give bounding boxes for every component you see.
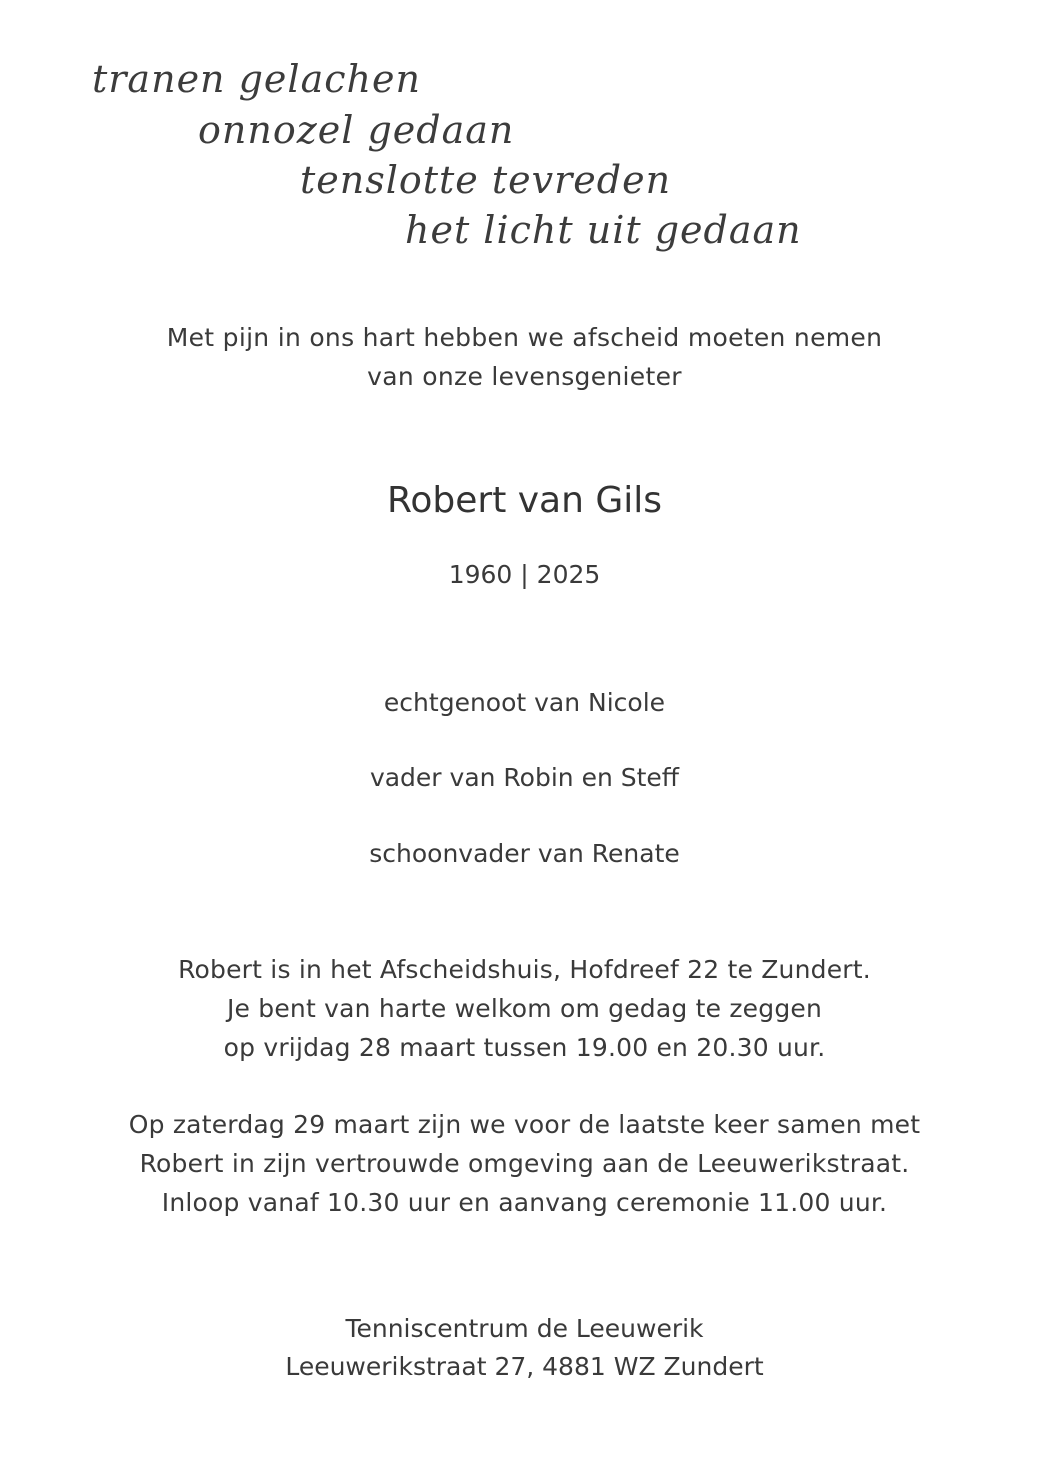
deceased-name: Robert van Gils [386,480,663,521]
ceremony-line-3: Inloop vanaf 10.30 uur en aanvang ceremonie 11.00 uur. [161,1188,888,1217]
life-years: 1960 | 2025 [448,560,601,589]
ceremony-line-2: Robert in zijn vertrouwde omgeving aan de Leeuwerikstraat. [139,1149,910,1178]
venue-name: Tenniscentrum de Leeuwerik [345,1314,704,1343]
venue-address: Leeuwerikstraat 27, 4881 WZ Zundert [285,1352,764,1381]
ceremony-line-1: Op zaterdag 29 maart zijn we voor de laatste keer samen met [128,1110,921,1139]
intro-line-2: van onze levensgenieter [367,362,682,391]
visitation-line-3: op vrijdag 28 maart tussen 19.00 en 20.30 uur. [223,1033,826,1062]
poem-line-3: tenslotte tevreden [300,158,672,202]
intro-text [0,318,1049,396]
relation-children: vader van Robin en Steff [369,763,680,792]
visitation-paragraph [0,950,1049,1067]
visitation-line-2: Je bent van harte welkom om gedag te zeggen [226,994,823,1023]
visitation-line-1: Robert is in het Afscheidshuis, Hofdreef 22 te Zundert. [178,955,871,984]
poem-line-2: onnozel gedaan [198,108,515,152]
ceremony-paragraph [0,1105,1049,1222]
venue-block [0,1310,1049,1386]
relation-spouse: echtgenoot van Nicole [383,688,666,717]
relation-in-law: schoonvader van Renate [369,839,680,868]
intro-line-1: Met pijn in ons hart hebben we afscheid moeten nemen [166,323,883,352]
poem-line-1: tranen gelachen [92,57,421,101]
poem-line-4: het licht uit gedaan [405,208,802,252]
